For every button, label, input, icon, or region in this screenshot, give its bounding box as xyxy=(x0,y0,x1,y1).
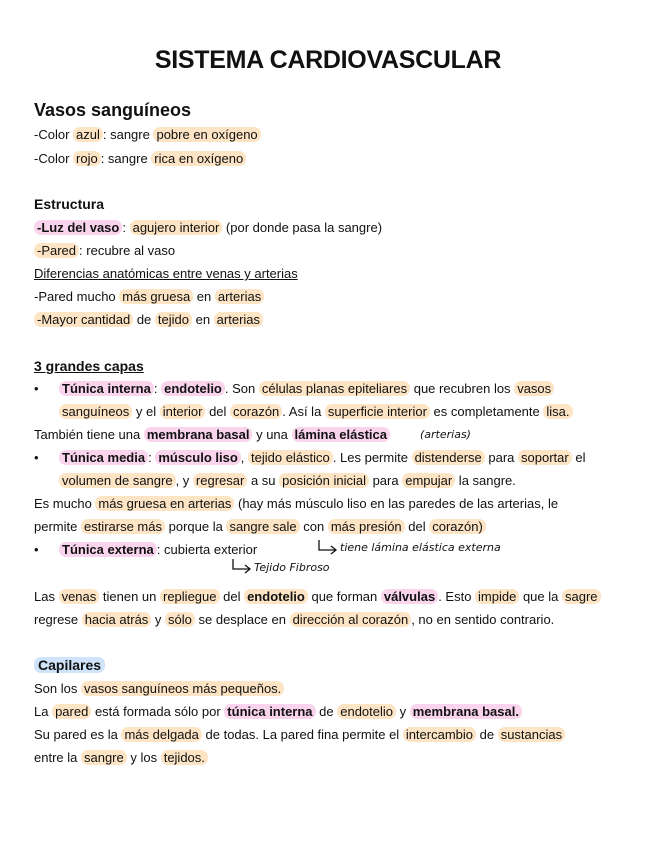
heading-vasos: Vasos sanguíneos xyxy=(34,100,192,120)
estructura-line-3: Diferencias anatómicas entre venas y arterias xyxy=(34,266,298,281)
capilares-line-3: Su pared es la más delgada de todas. La pared fina permite el intercambio de sustancias xyxy=(34,726,565,744)
venas-line-1: Las venas tienen un repliegue del endotelio que forman válvulas . Esto impide que la sagre xyxy=(34,588,601,606)
media-line-4: permite estirarse más porque la sangre sale con más presión del corazón) xyxy=(34,518,486,536)
hook-arrow-icon xyxy=(316,538,340,556)
handwritten-lamina: tiene lámina elástica externa xyxy=(340,541,501,554)
bullet-interna: • xyxy=(34,381,39,396)
media-line-2: volumen de sangre , y regresar a su posición inicial para empujar la sangre. xyxy=(59,472,516,490)
bullet-media: • xyxy=(34,450,39,465)
estructura-line-5: -Mayor cantidad de tejido en arterias xyxy=(34,311,263,329)
media-line-1: Túnica media : músculo liso , tejido elástico . Les permite distenderse para soportar el xyxy=(59,449,585,467)
capilares-line-2: La pared está formada sólo por túnica interna de endotelio y membrana basal. xyxy=(34,703,522,721)
interna-line-2: sanguíneos y el interior del corazón . Así la superficie interior es completamente lisa. xyxy=(59,403,573,421)
vasos-line-2: -Color rojo : sangre rica en oxígeno xyxy=(34,150,246,168)
hook-arrow-icon xyxy=(230,557,254,575)
interna-line-1: Túnica interna : endotelio . Son células planas epiteliares que recubren los vasos xyxy=(59,380,554,398)
estructura-line-1: -Luz del vaso : agujero interior (por donde pasa la sangre) xyxy=(34,219,382,237)
externa-line-1: Túnica externa : cubierta exterior xyxy=(59,541,257,559)
capilares-line-4: entre la sangre y los tejidos. xyxy=(34,749,208,767)
heading-capilares: Capilares xyxy=(34,656,105,674)
heading-capas: 3 grandes capas xyxy=(34,358,144,374)
interna-line-3: También tiene una membrana basal y una lámina elástica xyxy=(34,426,390,444)
vasos-line-1: -Color azul : sangre pobre en oxígeno xyxy=(34,126,261,144)
estructura-line-4: -Pared mucho más gruesa en arterias xyxy=(34,288,264,306)
handwritten-tejido: Tejido Fibroso xyxy=(254,561,330,574)
heading-estructura: Estructura xyxy=(34,196,105,212)
bullet-externa: • xyxy=(34,542,39,557)
handwritten-arterias: (arterias) xyxy=(420,428,471,441)
page-title: SISTEMA CARDIOVASCULAR xyxy=(154,46,502,74)
estructura-line-2: -Pared : recubre al vaso xyxy=(34,242,175,260)
media-line-3: Es mucho más gruesa en arterias (hay más músculo liso en las paredes de las arterias, le xyxy=(34,496,559,511)
venas-line-2: regrese hacia atrás y sólo se desplace en dirección al corazón , no en sentido contrario. xyxy=(34,612,555,627)
capilares-line-1: Son los vasos sanguíneos más pequeños. xyxy=(34,680,284,698)
